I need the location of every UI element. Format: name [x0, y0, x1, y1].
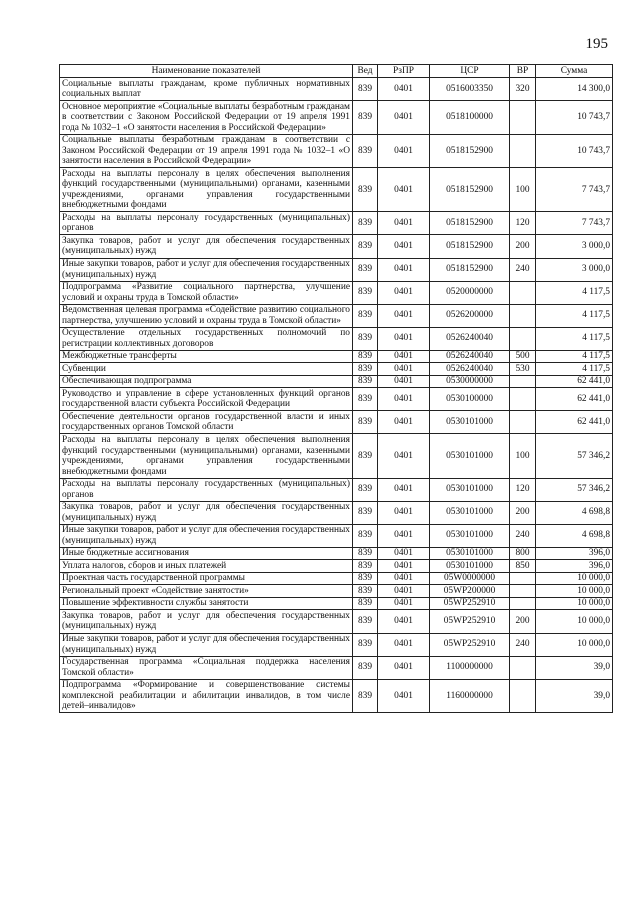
table-row [60, 572, 613, 585]
cell-vr: 240 [510, 258, 536, 281]
header-row [60, 65, 613, 78]
cell-rzpr: 0401 [378, 411, 430, 434]
cell-sum: 7 743,7 [536, 168, 613, 212]
cell-sum: 10 000,0 [536, 633, 613, 656]
cell-ved: 839 [353, 572, 378, 585]
cell-rzpr: 0401 [378, 363, 430, 376]
cell-sum: 4 117,5 [536, 327, 613, 350]
cell-ved: 839 [353, 78, 378, 101]
header-sum: Сумма [536, 65, 613, 78]
cell-ved: 839 [353, 212, 378, 235]
cell-csr: 0526240040 [430, 350, 510, 363]
cell-name: Проектная часть государственной программы [60, 572, 353, 585]
table-row [60, 597, 613, 610]
cell-rzpr: 0401 [378, 350, 430, 363]
cell-vr [510, 597, 536, 610]
cell-sum: 4 117,5 [536, 304, 613, 327]
cell-rzpr: 0401 [378, 304, 430, 327]
table-row [60, 78, 613, 101]
cell-rzpr: 0401 [378, 610, 430, 633]
cell-sum: 4 698,8 [536, 524, 613, 547]
header-rzpr: РзПР [378, 65, 430, 78]
cell-vr [510, 304, 536, 327]
cell-sum: 3 000,0 [536, 258, 613, 281]
cell-vr [510, 281, 536, 304]
cell-name: Руководство и управление в сфере установленных функций органов государственной власти субъекта Российской Федерации [60, 388, 353, 411]
cell-ved: 839 [353, 411, 378, 434]
cell-vr: 200 [510, 235, 536, 258]
cell-rzpr: 0401 [378, 560, 430, 573]
cell-name: Иные закупки товаров, работ и услуг для обеспечения государственных (муниципальных) нужд [60, 258, 353, 281]
table-row [60, 258, 613, 281]
cell-sum: 3 000,0 [536, 235, 613, 258]
page-number: 195 [585, 36, 608, 52]
cell-csr: 05WP200000 [430, 585, 510, 598]
cell-rzpr: 0401 [378, 235, 430, 258]
cell-csr: 05WP252910 [430, 597, 510, 610]
cell-rzpr: 0401 [378, 281, 430, 304]
cell-name: Расходы на выплаты персоналу государственных (муниципальных) органов [60, 478, 353, 501]
cell-rzpr: 0401 [378, 375, 430, 388]
cell-csr: 0518152900 [430, 134, 510, 168]
table-row [60, 656, 613, 679]
cell-csr: 05WP252910 [430, 610, 510, 633]
cell-name: Закупка товаров, работ и услуг для обеспечения государственных (муниципальных) нужд [60, 610, 353, 633]
cell-ved: 839 [353, 388, 378, 411]
cell-vr [510, 585, 536, 598]
cell-vr: 120 [510, 478, 536, 501]
cell-sum: 7 743,7 [536, 212, 613, 235]
cell-name: Расходы на выплаты персоналу в целях обеспечения выполнения функций государственными (муниципальными) органами, казенными учреждениями, органами управления государственными внебюджетными фондами [60, 168, 353, 212]
cell-ved: 839 [353, 363, 378, 376]
cell-vr [510, 656, 536, 679]
header-vr: ВР [510, 65, 536, 78]
table-row [60, 434, 613, 478]
table-row [60, 101, 613, 135]
cell-vr: 500 [510, 350, 536, 363]
cell-ved: 839 [353, 585, 378, 598]
cell-vr: 120 [510, 212, 536, 235]
cell-csr: 0526200000 [430, 304, 510, 327]
cell-name: Региональный проект «Содействие занятости» [60, 585, 353, 598]
header-name: Наименование показателей [60, 65, 353, 78]
cell-ved: 839 [353, 434, 378, 478]
cell-vr [510, 375, 536, 388]
cell-vr [510, 679, 536, 713]
cell-rzpr: 0401 [378, 656, 430, 679]
table-row [60, 633, 613, 656]
cell-vr: 320 [510, 78, 536, 101]
cell-rzpr: 0401 [378, 434, 430, 478]
table-row [60, 168, 613, 212]
cell-csr: 0530101000 [430, 434, 510, 478]
cell-csr: 0518152900 [430, 258, 510, 281]
cell-sum: 39,0 [536, 679, 613, 713]
cell-name: Обеспечение деятельности органов государственной власти и иных государственных органов Томской области [60, 411, 353, 434]
table-row [60, 610, 613, 633]
cell-sum: 10 000,0 [536, 572, 613, 585]
cell-vr: 240 [510, 633, 536, 656]
cell-sum: 10 000,0 [536, 597, 613, 610]
cell-csr: 0518152900 [430, 168, 510, 212]
cell-rzpr: 0401 [378, 585, 430, 598]
cell-vr: 800 [510, 547, 536, 560]
cell-name: Иные закупки товаров, работ и услуг для обеспечения государственных (муниципальных) нужд [60, 633, 353, 656]
cell-csr: 0526240040 [430, 327, 510, 350]
cell-name: Ведомственная целевая программа «Содействие развитию социального партнерства, улучшению условий и охраны труда в Томской области» [60, 304, 353, 327]
cell-sum: 396,0 [536, 547, 613, 560]
cell-csr: 0530101000 [430, 501, 510, 524]
cell-vr [510, 572, 536, 585]
table-row [60, 501, 613, 524]
cell-sum: 39,0 [536, 656, 613, 679]
table-row [60, 547, 613, 560]
cell-rzpr: 0401 [378, 101, 430, 135]
cell-name: Субвенции [60, 363, 353, 376]
cell-csr: 0520000000 [430, 281, 510, 304]
cell-name: Социальные выплаты безработным гражданам в соответствии с Законом Российской Федерации от 19 апреля 1991 года № 1032–1 «О занятости населения в Российской Федерации» [60, 134, 353, 168]
cell-csr: 0516003350 [430, 78, 510, 101]
cell-csr: 0530101000 [430, 547, 510, 560]
cell-ved: 839 [353, 478, 378, 501]
cell-sum: 10 743,7 [536, 101, 613, 135]
cell-vr [510, 327, 536, 350]
table-row [60, 679, 613, 713]
cell-ved: 839 [353, 101, 378, 135]
table-row [60, 134, 613, 168]
cell-name: Подпрограмма «Формирование и совершенствование системы комплексной реабилитации и абилитации инвалидов, в том числе детей–инвалидов» [60, 679, 353, 713]
cell-ved: 839 [353, 375, 378, 388]
cell-name: Подпрограмма «Развитие социального партнерства, улучшение условий и охраны труда в Томской области» [60, 281, 353, 304]
cell-vr [510, 411, 536, 434]
cell-ved: 839 [353, 633, 378, 656]
cell-name: Межбюджетные трансферты [60, 350, 353, 363]
cell-sum: 10 000,0 [536, 585, 613, 598]
cell-rzpr: 0401 [378, 679, 430, 713]
cell-rzpr: 0401 [378, 327, 430, 350]
table-row [60, 327, 613, 350]
cell-name: Закупка товаров, работ и услуг для обеспечения государственных (муниципальных) нужд [60, 501, 353, 524]
cell-rzpr: 0401 [378, 212, 430, 235]
cell-sum: 57 346,2 [536, 478, 613, 501]
cell-rzpr: 0401 [378, 547, 430, 560]
table-body [60, 78, 613, 713]
table-row [60, 585, 613, 598]
cell-rzpr: 0401 [378, 478, 430, 501]
cell-ved: 839 [353, 304, 378, 327]
cell-sum: 62 441,0 [536, 411, 613, 434]
cell-vr: 100 [510, 434, 536, 478]
cell-csr: 0530101000 [430, 560, 510, 573]
cell-sum: 10 743,7 [536, 134, 613, 168]
cell-ved: 839 [353, 524, 378, 547]
cell-sum: 4 117,5 [536, 350, 613, 363]
table-header [60, 65, 613, 78]
table-row [60, 375, 613, 388]
table-row [60, 304, 613, 327]
cell-rzpr: 0401 [378, 258, 430, 281]
cell-ved: 839 [353, 597, 378, 610]
table-row [60, 524, 613, 547]
table-row [60, 560, 613, 573]
cell-ved: 839 [353, 560, 378, 573]
cell-rzpr: 0401 [378, 78, 430, 101]
cell-vr [510, 134, 536, 168]
table-row [60, 363, 613, 376]
cell-csr: 0530101000 [430, 478, 510, 501]
header-csr: ЦСР [430, 65, 510, 78]
cell-rzpr: 0401 [378, 524, 430, 547]
cell-ved: 839 [353, 656, 378, 679]
cell-rzpr: 0401 [378, 168, 430, 212]
cell-rzpr: 0401 [378, 597, 430, 610]
cell-sum: 396,0 [536, 560, 613, 573]
table-row [60, 411, 613, 434]
cell-csr: 05W0000000 [430, 572, 510, 585]
cell-vr [510, 388, 536, 411]
cell-rzpr: 0401 [378, 134, 430, 168]
cell-ved: 839 [353, 134, 378, 168]
header-ved: Вед [353, 65, 378, 78]
cell-csr: 05WP252910 [430, 633, 510, 656]
cell-rzpr: 0401 [378, 388, 430, 411]
cell-sum: 57 346,2 [536, 434, 613, 478]
cell-ved: 839 [353, 547, 378, 560]
cell-name: Осуществление отдельных государственных полномочий по регистрации коллективных договоров [60, 327, 353, 350]
cell-sum: 10 000,0 [536, 610, 613, 633]
cell-ved: 839 [353, 258, 378, 281]
cell-csr: 0526240040 [430, 363, 510, 376]
cell-sum: 14 300,0 [536, 78, 613, 101]
cell-vr: 850 [510, 560, 536, 573]
cell-csr: 0530101000 [430, 524, 510, 547]
cell-ved: 839 [353, 281, 378, 304]
cell-vr: 200 [510, 501, 536, 524]
cell-csr: 0518152900 [430, 212, 510, 235]
cell-csr: 0518152900 [430, 235, 510, 258]
cell-csr: 0530101000 [430, 411, 510, 434]
cell-sum: 62 441,0 [536, 388, 613, 411]
cell-ved: 839 [353, 235, 378, 258]
cell-name: Иные бюджетные ассигнования [60, 547, 353, 560]
cell-ved: 839 [353, 327, 378, 350]
cell-vr [510, 101, 536, 135]
table-row [60, 212, 613, 235]
cell-csr: 0518100000 [430, 101, 510, 135]
budget-table [59, 64, 613, 713]
cell-rzpr: 0401 [378, 572, 430, 585]
cell-name: Уплата налогов, сборов и иных платежей [60, 560, 353, 573]
table-row [60, 388, 613, 411]
cell-csr: 1160000000 [430, 679, 510, 713]
cell-name: Социальные выплаты гражданам, кроме публичных нормативных социальных выплат [60, 78, 353, 101]
cell-name: Расходы на выплаты персоналу государственных (муниципальных) органов [60, 212, 353, 235]
cell-csr: 0530100000 [430, 388, 510, 411]
cell-ved: 839 [353, 501, 378, 524]
cell-ved: 839 [353, 168, 378, 212]
cell-csr: 1100000000 [430, 656, 510, 679]
cell-name: Расходы на выплаты персоналу в целях обеспечения выполнения функций государственными (муниципальными) органами, казенными учреждениями, органами управления государственными внебюджетными фондами [60, 434, 353, 478]
cell-name: Обеспечивающая подпрограмма [60, 375, 353, 388]
table-row [60, 235, 613, 258]
cell-ved: 839 [353, 679, 378, 713]
cell-ved: 839 [353, 350, 378, 363]
cell-csr: 0530000000 [430, 375, 510, 388]
cell-sum: 62 441,0 [536, 375, 613, 388]
table-row [60, 350, 613, 363]
cell-ved: 839 [353, 610, 378, 633]
cell-name: Иные закупки товаров, работ и услуг для обеспечения государственных (муниципальных) нужд [60, 524, 353, 547]
cell-sum: 4 117,5 [536, 281, 613, 304]
cell-vr: 240 [510, 524, 536, 547]
cell-vr: 200 [510, 610, 536, 633]
cell-vr: 100 [510, 168, 536, 212]
cell-vr: 530 [510, 363, 536, 376]
cell-name: Закупка товаров, работ и услуг для обеспечения государственных (муниципальных) нужд [60, 235, 353, 258]
cell-name: Повышение эффективности службы занятости [60, 597, 353, 610]
cell-sum: 4 698,8 [536, 501, 613, 524]
cell-rzpr: 0401 [378, 501, 430, 524]
cell-sum: 4 117,5 [536, 363, 613, 376]
table-row [60, 478, 613, 501]
table-row [60, 281, 613, 304]
cell-name: Основное мероприятие «Социальные выплаты безработным гражданам в соответствии с Законом Российской Федерации от 19 апреля 1991 года № 1032–1 «О занятости населения в Российской Федерации» [60, 101, 353, 135]
cell-name: Государственная программа «Социальная поддержка населения Томской области» [60, 656, 353, 679]
cell-rzpr: 0401 [378, 633, 430, 656]
